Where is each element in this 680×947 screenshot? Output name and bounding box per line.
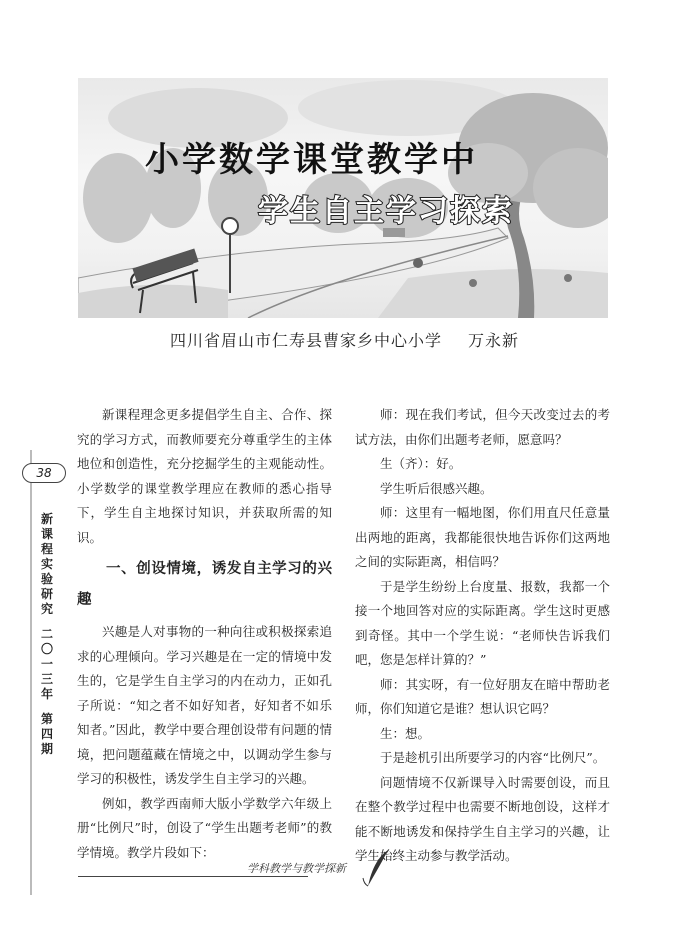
journal-year: 二〇一三年 — [40, 627, 53, 701]
journal-issue: 第四期 — [40, 712, 53, 756]
journal-name: 新课程实验研究 — [40, 512, 53, 616]
section-heading: 一、创设情境，诱发自主学习的兴趣 — [77, 561, 332, 608]
page-number: 38 — [22, 463, 66, 483]
footer-section-name: 学科教学与教学探新 — [247, 862, 346, 875]
paragraph: 生（齐）：好。 — [380, 456, 462, 471]
right-column — [355, 403, 610, 869]
paragraph: 师：现在我们考试，但今天改变过去的考试方法，由你们出题考老师，愿意吗？ — [355, 407, 610, 447]
paragraph: 兴趣是人对事物的一种向往或积极探索追求的心理倾向。学习兴趣是在一定的情境中发生的，它是学生自主学习的内在动力，正如孔子所说：“知之者不如好知者，好知者不如乐知者。”因此，教学中要合理创设带有问题的情境，把问题蕴藏在情境之中，以调动学生参与学习的积极性，诱发学生自主学习的兴趣。 — [77, 624, 332, 786]
footer-rule — [78, 876, 308, 877]
paragraph: 例如，教学西南师大版小学数学六年级上册“比例尺”时，创设了“学生出题考老师”的教学情境。教学片段如下： — [77, 795, 332, 860]
paragraph: 于是趁机引出所要学习的内容“比例尺”。 — [380, 750, 606, 765]
article-title-main: 小学数学课堂教学中 — [145, 140, 478, 180]
quill-pen-icon — [362, 848, 392, 888]
author-name: 万永新 — [468, 331, 520, 350]
paragraph: 问题情境不仅新课导入时需要创设，而且在整个教学过程中也需要不断地创设，这样才能不断地诱发和保持学生自主学习的兴趣，让学生始终主动参与教学活动。 — [355, 774, 610, 863]
paragraph: 学生听后很感兴趣。 — [380, 480, 493, 496]
author-affiliation: 四川省眉山市仁寿县曹家乡中心小学 — [170, 331, 443, 350]
paragraph: 于是学生纷纷上台度量、报数，我都一个接一个地回答对应的实际距离。学生这时更感到奇怪。其中一个学生说：“老师快告诉我们吧，您是怎样计算的？” — [355, 578, 610, 667]
paragraph: 新课程理念更多提倡学生自主、合作、探究的学习方式，而教师要充分尊重学生的主体地位和创造性，充分挖掘学生的主观能动性。小学数学的课堂教学理应在教师的悉心指导下，学生自主地探讨知识，并获取所需的知识。 — [77, 407, 332, 545]
margin-rule — [30, 450, 32, 895]
author-line — [170, 328, 519, 351]
left-column — [77, 403, 332, 865]
journal-info-vertical — [39, 512, 55, 767]
paragraph: 生：想。 — [380, 725, 431, 741]
article-title-sub: 学生自主学习探索 — [258, 194, 514, 229]
paragraph: 师：其实呀，有一位好朋友在暗中帮助老师，你们知道它是谁？想认识它吗？ — [355, 676, 610, 716]
paragraph: 师：这里有一幅地图，你们用直尺任意量出两地的距离，我都能很快地告诉你们这两地之间的实际距离，相信吗？ — [355, 505, 610, 569]
